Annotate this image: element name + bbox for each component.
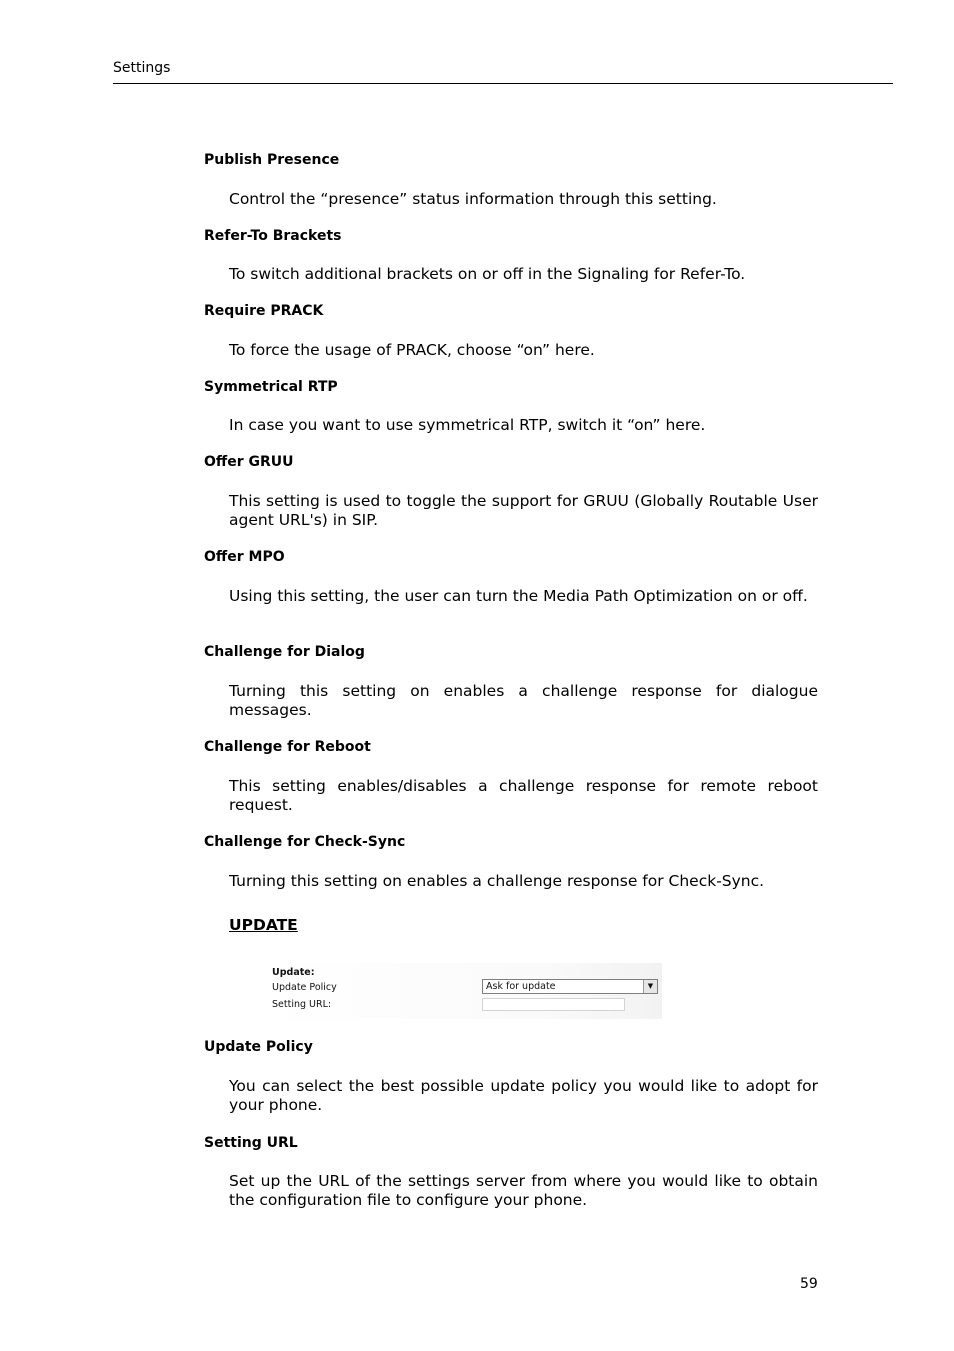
dropdown-arrow-icon[interactable]: ▼ (643, 980, 657, 993)
text-challenge-for-reboot: This setting enables/disables a challenge response for remote reboot request. (229, 777, 818, 814)
text-require-prack: To force the usage of PRACK, choose “on” here. (229, 341, 595, 359)
update-policy-select[interactable] (482, 979, 658, 994)
heading-offer-mpo: Offer MPO (204, 549, 285, 565)
text-publish-presence: Control the “presence” status information through this setting. (229, 190, 717, 208)
running-header: Settings (113, 60, 171, 76)
setting-url-input[interactable] (482, 998, 625, 1011)
text-challenge-for-dialog: Turning this setting on enables a challenge response for dialogue messages. (229, 682, 818, 719)
heading-refer-to-brackets: Refer-To Brackets (204, 228, 342, 244)
update-panel-title: Update: (272, 967, 315, 978)
heading-challenge-for-check-sync: Challenge for Check-Sync (204, 834, 406, 850)
heading-setting-url: Setting URL (204, 1135, 298, 1151)
header-rule (113, 83, 893, 84)
heading-offer-gruu: Offer GRUU (204, 454, 294, 470)
text-setting-url: Set up the URL of the settings server from where you would like to obtain the configuration file to configure your phone. (229, 1172, 818, 1209)
text-symmetrical-rtp: In case you want to use symmetrical RTP, switch it “on” here. (229, 416, 706, 434)
heading-challenge-for-reboot: Challenge for Reboot (204, 739, 371, 755)
update-policy-label: Update Policy (272, 982, 337, 993)
text-challenge-for-check-sync: Turning this setting on enables a challenge response for Check-Sync. (229, 872, 765, 890)
text-offer-gruu: This setting is used to toggle the support for GRUU (Globally Routable User agent URL's) in SIP. (229, 492, 818, 529)
text-offer-mpo: Using this setting, the user can turn the Media Path Optimization on or off. (229, 587, 808, 605)
setting-url-label: Setting URL: (272, 999, 332, 1010)
update-settings-panel (262, 963, 662, 1019)
text-refer-to-brackets: To switch additional brackets on or off in the Signaling for Refer-To. (229, 265, 746, 283)
heading-challenge-for-dialog: Challenge for Dialog (204, 644, 365, 660)
heading-symmetrical-rtp: Symmetrical RTP (204, 379, 338, 395)
heading-update-policy: Update Policy (204, 1039, 313, 1055)
heading-require-prack: Require PRACK (204, 303, 324, 319)
text-update-policy: You can select the best possible update policy you would like to adopt for your phone. (229, 1077, 818, 1114)
update-section-label: UPDATE (229, 916, 298, 934)
heading-publish-presence: Publish Presence (204, 152, 340, 168)
update-policy-value: Ask for update (486, 981, 556, 992)
page-number: 59 (800, 1276, 818, 1292)
